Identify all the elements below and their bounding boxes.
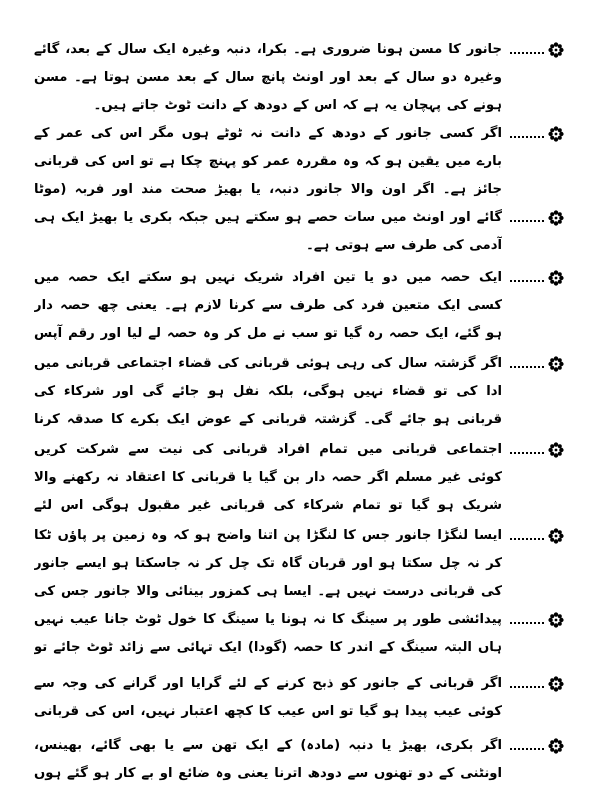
flower-bullet-icon: [548, 210, 564, 226]
list-item-text: اگر قربانی کے جانور کو ذبح کرنے کے لئے گرایا اور گرانے کی وجہ سے کوئی عیب پیدا ہو گیا تو اس عیب کا کچھ اعتبار نہیں، اس کی قربانی: [34, 676, 502, 719]
leader-dots: [510, 52, 544, 54]
list-item-text: اگر بکری، بھیڑ یا دنبہ (مادہ) کے ایک تھن سے یا بھی گائے، بھینس، اونٹنی کے دو تھنوں سے دودھ اترنا یعنی وہ ضائع او بے کار ہو گئے ہوں: [34, 738, 502, 781]
flower-bullet-icon: [548, 528, 564, 544]
list-item-text: اجتماعی قربانی میں تمام افراد قربانی کی نیت سے شرکت کریں کوئی غیر مسلم اگر حصہ دار بن گیا یا قربانی کا اعتقاد نہ رکھنے والا شریک ہو گیا تو تمام شرکاء کی قربانی غیر مقبول ہوگی اس لئے: [34, 442, 502, 513]
list-item-text: پیدائشی طور پر سینگ کا نہ ہونا یا سینگ کا خول ٹوٹ جانا عیب نہیں ہاں البتہ سینگ کے اندر کا حصہ (گودا) ایک تہائی سے زائد ٹوٹ جائے تو: [34, 612, 502, 655]
leader-dots: [510, 220, 544, 222]
leader-dots: [510, 748, 544, 750]
list-item-text: گائے اور اونٹ میں سات حصے ہو سکتے ہیں جبکہ بکری یا بھیڑ ایک ہی آدمی کی طرف سے ہوتی ہے۔: [34, 210, 502, 253]
leader-dots: [510, 366, 544, 368]
leader-dots: [510, 686, 544, 688]
list-item-text: اگر کسی جانور کے دودھ کے دانت نہ ٹوٹے ہوں مگر اس کی عمر کے بارے میں یقین ہو کہ وہ مقررہ عمر کو پہنچ چکا ہے تو اس کی قربانی جائز ہے۔ اگر اون والا جانور دنبہ، یا بھیڑ صحت مند اور فربہ (موٹا: [34, 126, 502, 197]
flower-bullet-icon: [548, 270, 564, 286]
leader-dots: [510, 136, 544, 138]
flower-bullet-icon: [548, 356, 564, 372]
leader-dots: [510, 538, 544, 540]
flower-bullet-icon: [548, 612, 564, 628]
flower-bullet-icon: [548, 676, 564, 692]
list-item-text: ایسا لنگڑا جانور جس کا لنگڑا پن اتنا واضح ہو کہ وہ زمین پر پاؤں ٹکا کر نہ چل سکتا ہو اور قربان گاہ تک چل کر نہ جاسکتا ہو ایسے جانور کی قربانی درست نہیں ہے۔ ایسا ہی کمزور بینائی والا جانور جس کی: [34, 528, 502, 599]
flower-bullet-icon: [548, 42, 564, 58]
flower-bullet-icon: [548, 126, 564, 142]
leader-dots: [510, 622, 544, 624]
list-item-text: اگر گزشتہ سال کی رہی ہوئی قربانی کی قضاء اجتماعی قربانی میں ادا کی تو قضاء نہیں ہوگی، بلکہ نفل ہو جائے گی اور شرکاء کی قربانی ہو جائے گی۔ گزشتہ قربانی کے عوض ایک بکرے کا صدقہ کرنا: [34, 356, 502, 427]
leader-dots: [510, 280, 544, 282]
list-item-text: ایک حصہ میں دو یا تین افراد شریک نہیں ہو سکتے ایک حصہ میں کسی ایک متعین فرد کی طرف سے کرنا لازم ہے۔ یعنی چھ حصہ دار ہو گئے، ایک حصہ رہ گیا تو سب نے مل کر وہ حصہ لے لیا اور رقم آپس: [34, 270, 502, 341]
flower-bullet-icon: [548, 738, 564, 754]
leader-dots: [510, 452, 544, 454]
flower-bullet-icon: [548, 442, 564, 458]
list-item-text: جانور کا مسن ہونا ضروری ہے۔ بکرا، دنبہ وغیرہ ایک سال کے بعد، گائے وغیرہ دو سال کے بعد اور اونٹ پانچ سال کے بعد مسن ہوتا ہے۔ مسن ہونے کی پہچان یہ ہے کہ اس کے دودھ کے دانت ٹوٹ جاتے ہیں۔: [34, 42, 502, 113]
